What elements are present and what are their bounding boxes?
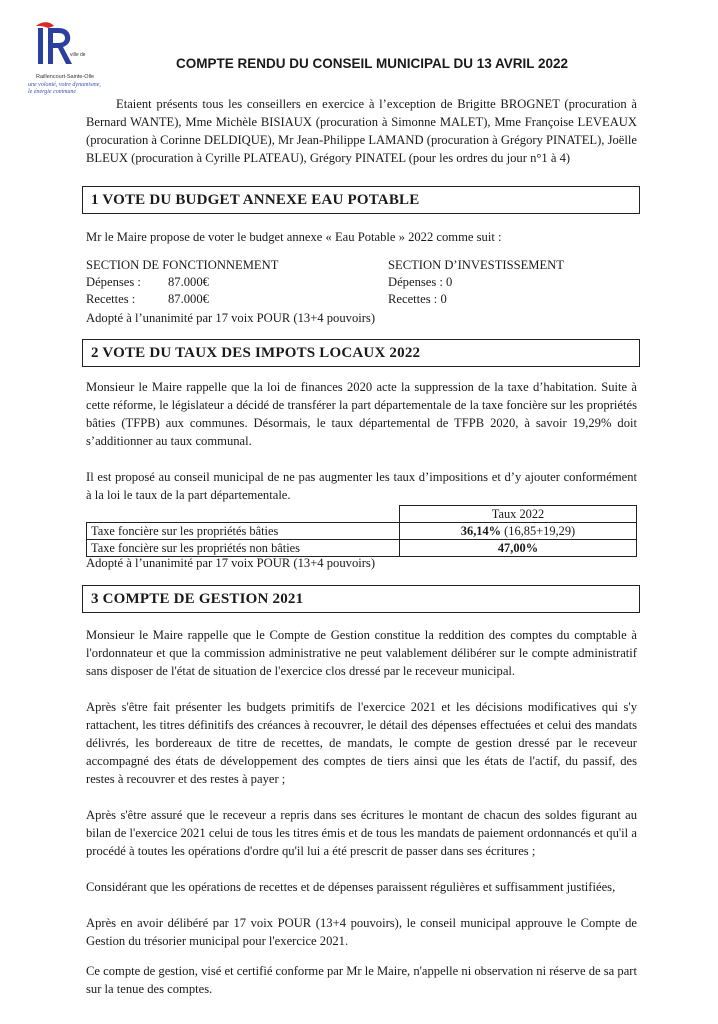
section-3-heading: 3 COMPTE DE GESTION 2021	[82, 585, 640, 613]
table-row-label: Taxe foncière sur les propriétés non bâties	[87, 540, 400, 557]
section-1-intro: Mr le Maire propose de voter le budget annexe « Eau Potable » 2022 comme suit :	[86, 230, 502, 244]
rate-value: 36,14%	[460, 523, 502, 538]
table-row-label: Taxe foncière sur les propriétés bâties	[87, 523, 400, 540]
section-3-paragraph-1: Monsieur le Maire rappelle que le Compte de Gestion constitue la reddition des comptes du comptable à l'ordonnateur et que la commission administrative ne peut valablement délibérer sur le compte administratif sans disposer de l'état de situation de l'exercice clos dressé par le receveur municipal.	[86, 628, 637, 678]
section-3-paragraph-5: Après en avoir délibéré par 17 voix POUR (13+4 pouvoirs), le conseil municipal approuve le Compte de Gestion du trésorier municipal pour l'exercice 2021.	[86, 916, 637, 948]
section-1-heading: 1 VOTE DU BUDGET ANNEXE EAU POTABLE	[82, 186, 640, 214]
section-3-paragraph-4: Considérant que les opérations de recettes et de dépenses paraissent régulières et suffisamment justifiées,	[86, 880, 616, 894]
investissement-recettes: Recettes : 0	[388, 292, 447, 306]
logo-town-name: Raillencourt-Sainte-Olle	[36, 74, 95, 80]
tax-rates-table	[86, 505, 637, 557]
table-row	[87, 523, 637, 540]
document-title: COMPTE RENDU DU CONSEIL MUNICIPAL DU 13 AVRIL 2022	[175, 56, 569, 71]
rate-detail: (16,85+19,29)	[501, 523, 576, 538]
logo-tagline-line1: une volonté, votre dynamisme,	[28, 82, 101, 88]
rate-value: 47,00%	[497, 540, 539, 555]
section-3-paragraph-2: Après s'être fait présenter les budgets primitifs de l'exercice 2021 et les décisions modificatives qui s'y rattachent, les titres définitifs des créances à recouvrer, le détail des dépenses effectuées et celui des mandats délivrés, les bordereaux de titre de recettes, de mandats, le compte de gestion dressé par le receveur accompagné des états de développement des comptes de tiers ainsi que les états de l'actif, du passif, des restes à recouvrer et des restes à payer ;	[86, 700, 637, 786]
investissement-block	[388, 257, 638, 308]
investissement-depenses: Dépenses : 0	[388, 275, 453, 289]
section-2-vote: Adopté à l’unanimité par 17 voix POUR (13+4 pouvoirs)	[86, 556, 376, 570]
depenses-value: 87.000€	[168, 275, 209, 289]
section-1-vote: Adopté à l’unanimité par 17 voix POUR (13+4 pouvoirs)	[86, 311, 376, 325]
table-header-taux: Taux 2022	[400, 506, 637, 523]
fonctionnement-depenses-row	[86, 274, 376, 291]
fonctionnement-recettes-row	[86, 291, 376, 308]
table-row-value	[400, 523, 637, 540]
section-2-paragraph-2: Il est proposé au conseil municipal de ne pas augmenter les taux d’impositions et d’y ajouter conformément à la loi le taux de la part départementale.	[86, 470, 637, 502]
section-3-paragraph-6: Ce compte de gestion, visé et certifié conforme par Mr le Maire, n'appelle ni observation ni réserve de sa part sur la tenue des comptes.	[86, 964, 637, 996]
section-2-paragraph-1: Monsieur le Maire rappelle que la loi de finances 2020 acte la suppression de la taxe d’habitation. Suite à cette réforme, le législateur a décidé de transférer la part départementale de la taxe foncière sur les propriétés bâties (TFPB) aux communes. Désormais, le taux départemental de TFPB 2020, à savoir 19,29% doit s’additionner au taux communal.	[86, 380, 637, 448]
fonctionnement-heading: SECTION DE FONCTIONNEMENT	[86, 258, 279, 272]
table-corner-cell	[87, 506, 400, 523]
recettes-value: 87.000€	[168, 292, 209, 306]
section-3-paragraph-3: Après s'être assuré que le receveur a repris dans ses écritures le montant de chacun des soldes figurant au bilan de l'exercice 2021 celui de tous les titres émis et de tous les mandats de paiement ordonnancés et qu'il a procédé à toutes les opérations d'ordre qu'il lui a été prescrit de passer dans ses écritures ;	[86, 808, 637, 858]
section-2-heading: 2 VOTE DU TAUX DES IMPOTS LOCAUX 2022	[82, 339, 640, 367]
logo-tagline	[28, 82, 108, 96]
logo-mark-icon	[36, 22, 80, 72]
table-header-row	[87, 506, 637, 523]
logo-tagline-line2: le énergie commune	[28, 89, 77, 95]
attendance-paragraph: Etaient présents tous les conseillers en exercice à l’exception de Brigitte BROGNET (procuration à Bernard WANTE), Mme Michèle BISIAUX (procuration à Simonne MALET), Mme Françoise LEVEAUX (procuration à Corinne DELDIQUE), Mr Jean-Philippe LAMAND (procuration à Grégory PINATEL), Joëlle BLEUX (procuration à Cyrille PLATEAU), Grégory PINATEL (pour les ordres du jour n°1 à 4)	[86, 97, 637, 165]
municipal-logo	[28, 22, 101, 104]
fonctionnement-block	[86, 257, 376, 308]
recettes-label: Recettes :	[86, 292, 136, 306]
depenses-label: Dépenses :	[86, 275, 141, 289]
logo-ville-text: ville de	[70, 52, 86, 58]
investissement-heading: SECTION D’INVESTISSEMENT	[388, 258, 564, 272]
